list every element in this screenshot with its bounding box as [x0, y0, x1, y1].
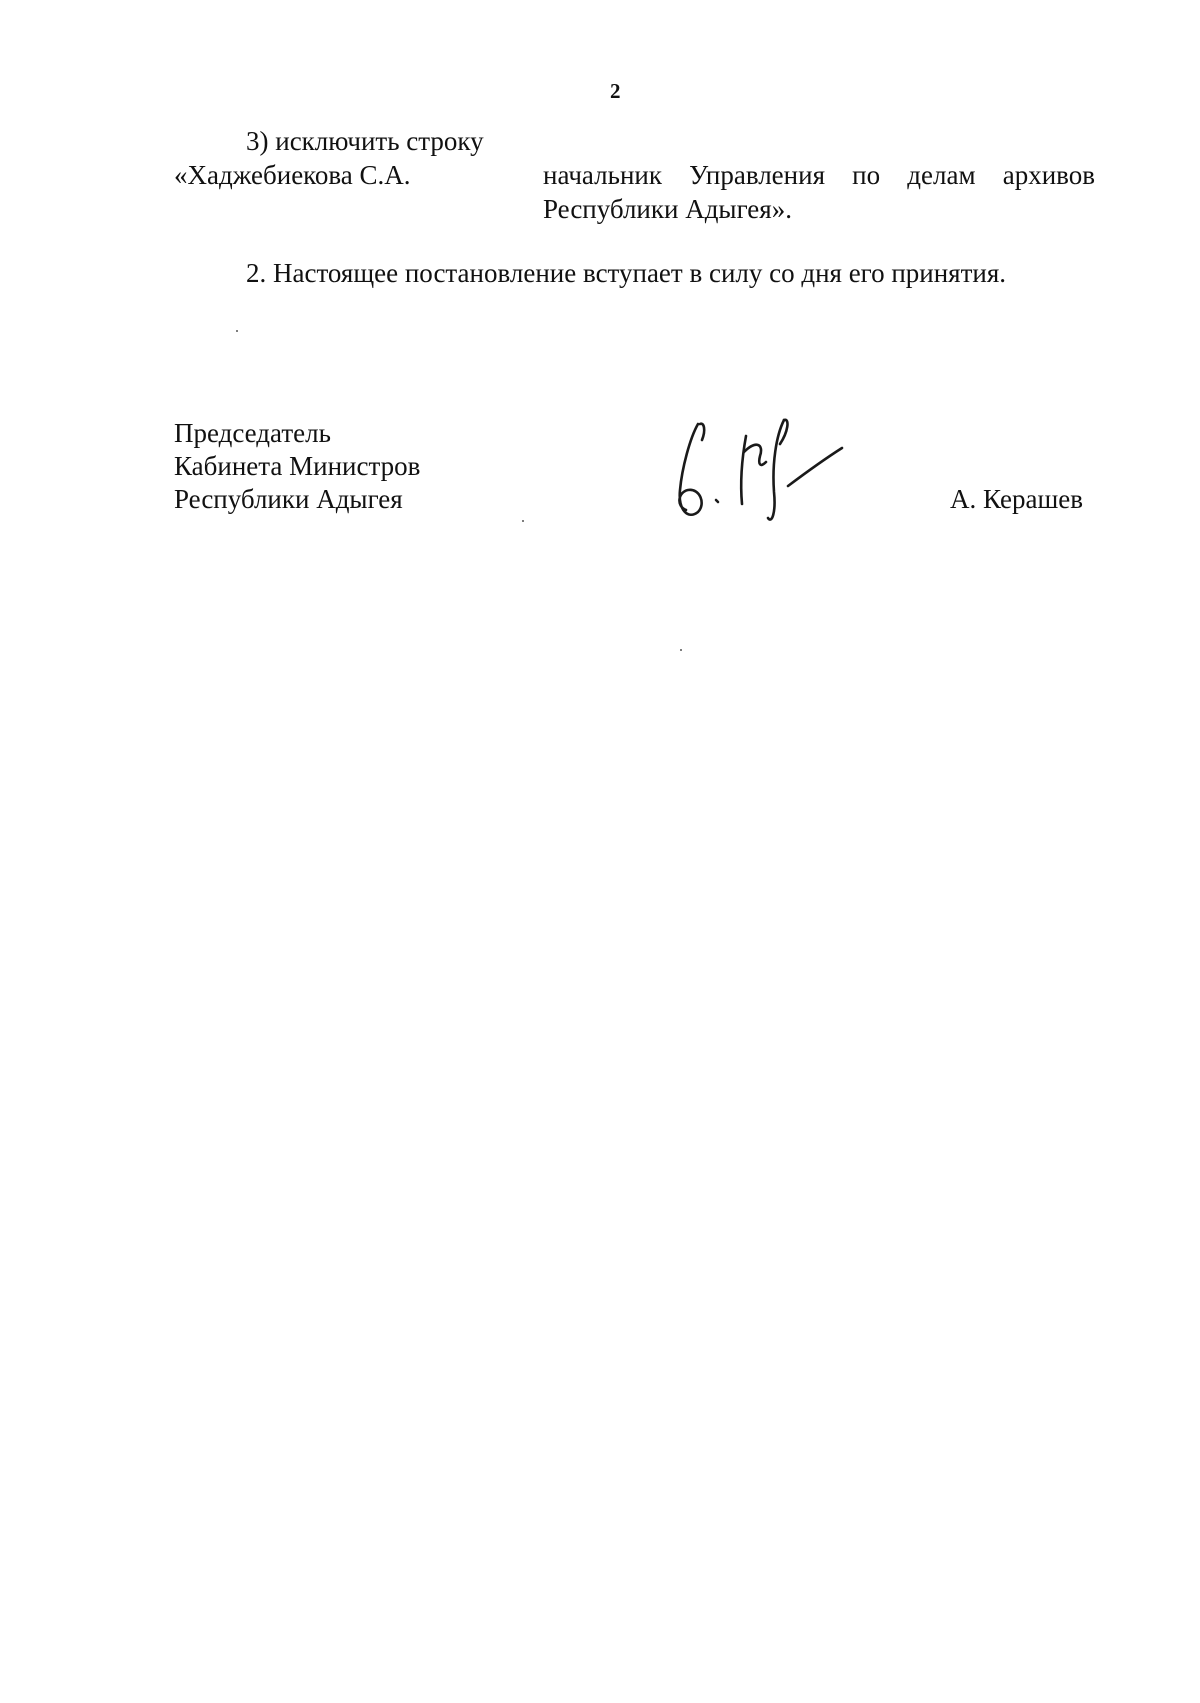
signatory-title-line3: Республики Адыгея: [174, 484, 403, 514]
item-3-text: 3) исключить строку: [246, 126, 484, 156]
page-number: 2: [610, 79, 621, 103]
removed-row-name: «Хаджебиекова С.А.: [174, 160, 411, 190]
signer-name: А. Керашев: [950, 484, 1083, 514]
signatory-title: [174, 417, 420, 516]
signatory-title-line1: Председатель: [174, 418, 331, 448]
handwritten-signature: [660, 418, 850, 528]
paragraph-2: 2. Настоящее постановление вступает в силу со дня его принятия.: [246, 258, 1007, 288]
removed-row-position: [543, 158, 1095, 226]
scan-speck: [236, 330, 238, 332]
scan-speck: [522, 520, 524, 522]
signatory-title-line2: Кабинета Министров: [174, 451, 421, 481]
removed-row-position-line2: Республики Адыгея».: [543, 194, 792, 224]
scan-speck: [680, 649, 682, 651]
removed-row-position-line1: начальник Управления по делам архивов: [543, 160, 1095, 190]
